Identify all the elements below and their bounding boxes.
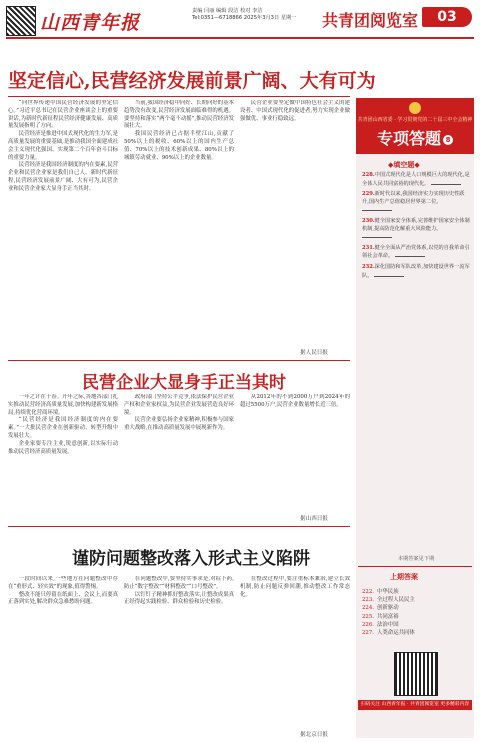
- contents-rule: [358, 566, 472, 567]
- edition-meta: [192, 8, 318, 22]
- quiz-list: [362, 172, 470, 552]
- quiz-item: 230.健全国家安全体系,完善维护国家安全体制机制,提高防范化解重大风险能力。: [362, 218, 470, 242]
- article2-column-2: 政府部门坚持公平竞争,依法保护民营企业产权和企业家权益,为民营企业发展营造良好环境。 民营企业要弘扬企业家精神,积极参与国家重大战略,在推动高质量发展中展现新作为。: [124, 394, 234, 432]
- banner-number: 8: [443, 135, 453, 145]
- date-line: Tel:0351—6718866 2025年3月3日 星期一: [192, 15, 297, 21]
- lead-rule: [8, 96, 350, 97]
- quiz-heading: ◆填空题◆: [388, 161, 420, 169]
- article2-column-1: 一年之计在于春。开年之际,各地各部门扎实推动民营经济高质量发展,加快构建新发展格局,持续优化营商环境。 “民营经济是我国经济制度的内在要素。”一大批民营企业在创新驱动、转型升级中发展壮大。 企业家要专注主业,锐意创新,以实际行动推动民营经济高质量发展。: [8, 394, 118, 455]
- quiz-item: 232.深化国防和军队改革,加快建设世界一流军队。: [362, 263, 470, 279]
- quiz-item: 229.新时代以来,我国经济实力实现历史性跃升,国内生产总值稳居世界第二位。: [362, 191, 470, 215]
- article2-byline: 据山西日报: [300, 516, 328, 522]
- quiz-item: 228.中国式现代化是人口规模巨大的现代化,是全体人民共同富裕的现代化。: [362, 172, 470, 187]
- answer-note: 本期答案见下期: [397, 556, 435, 562]
- article2-column-3: 从2012年的不到2000万户到2024年的超过5500万户,民营企业数量增长近三倍。: [240, 394, 350, 408]
- article3-column-1: 一段时间以来,一些地方在问题整改中存在“重形式、轻实效”的现象,值得警惕。 整改不能只停留在纸面上、会议上,而要真正落到实处,解决群众急难愁盼问题。: [8, 576, 118, 606]
- section-title: 共青团阅览室: [322, 11, 419, 30]
- qr-caption: 扫码关注 山西青年报 · 共青团阅览室 更多精彩内容: [358, 700, 472, 710]
- article2-headline: 民营企业大显身手正当其时: [82, 373, 286, 393]
- answer-item: 226. 法治中国: [362, 621, 399, 628]
- article3-column-3: 在整改过程中,要注重标本兼治,建立长效机制,防止问题反弹回潮,推动整改工作常态化。: [240, 576, 350, 598]
- banner-subtitle: 共青团山西省委 · 学习贯彻党的二十届三中全会精神: [357, 117, 473, 123]
- article3-headline: 谨防问题整改落入形式主义陷阱: [72, 549, 310, 569]
- answer-item: 222. 中华民族: [362, 589, 399, 595]
- answer-item: 224. 创新驱动: [362, 605, 399, 612]
- lead-column-3: 民营企业要坚定做中国特色社会主义的建设者、中国式现代化的促进者,努力实现企业做强做优、事业行稳致远。: [240, 100, 350, 122]
- answer-item: 225. 共同富裕: [362, 613, 399, 620]
- lead-byline: 据人民日报: [300, 350, 328, 356]
- lead-column-2: 当前,我国经济稳中向好、长期向好的基本趋势没有改变,民营经济发展面临难得的机遇。要坚持和落实“两个毫不动摇”,推动民营经济发展壮大。 我国民营经济已占据半壁江山,贡献了50%以上的税收、60%以上的国内生产总值、70%以上的技术创新成果、80%以上的城镇劳动就业、90%以上的企业数量。: [124, 100, 234, 161]
- article3-column-2: 在问题整改中,要坚持实事求是,对症下药,防止“数字整改”“材料整改”“口号整改”。 以钉钉子精神抓好整改落实,让整改成果真正经得起实践检验、群众检验和历史检验。: [124, 576, 234, 606]
- sidebar-qr-code[interactable]: [394, 652, 438, 696]
- article3-byline: 据北京日报: [300, 732, 328, 738]
- article3-rule: [8, 526, 350, 527]
- banner-title: 专项答题 8: [356, 126, 474, 149]
- contents-heading: 上期答案: [390, 573, 418, 581]
- masthead-qr-code: [6, 6, 36, 36]
- article2-rule: [8, 360, 350, 361]
- party-emblem-icon: [409, 102, 421, 114]
- quiz-item: 231.健全全面从严治党体系,以党的自我革命引领社会革命。: [362, 244, 470, 260]
- page-number: 03: [422, 7, 472, 27]
- masthead-logo: 山西青年报: [40, 12, 141, 34]
- lead-column-1: “向世界传递中国民营经济发展的坚定信心。”习近平总书记在民营企业座谈会上的重要讲话,为新时代新征程民营经济健康发展、高质量发展指明了方向。 民营经济是推进中国式现代化的生力军,是高质量发展的重要基础,是推动我国全面建成社会主义现代化强国、实现第二个百年奋斗目标的重要力量。 民营经济是我国经济制度的内在要素,民营企业和民营企业家是我们自己人。新时代新征程,民营经济发展前景广阔、大有可为,民营企业和民营企业家大显身手正当其时。: [8, 100, 118, 192]
- answer-item: 223. 全过程人民民主: [362, 597, 415, 604]
- answer-item: 227. 人类命运共同体: [362, 630, 415, 637]
- answer-list: [362, 588, 470, 637]
- editor-line: 责编 闫丽 编辑 段洁 校对 李洁: [192, 8, 263, 14]
- lead-headline: 坚定信心,民营经济发展前景广阔、大有可为: [8, 70, 376, 92]
- header-rule: [6, 37, 474, 39]
- quiz-banner: [356, 98, 474, 154]
